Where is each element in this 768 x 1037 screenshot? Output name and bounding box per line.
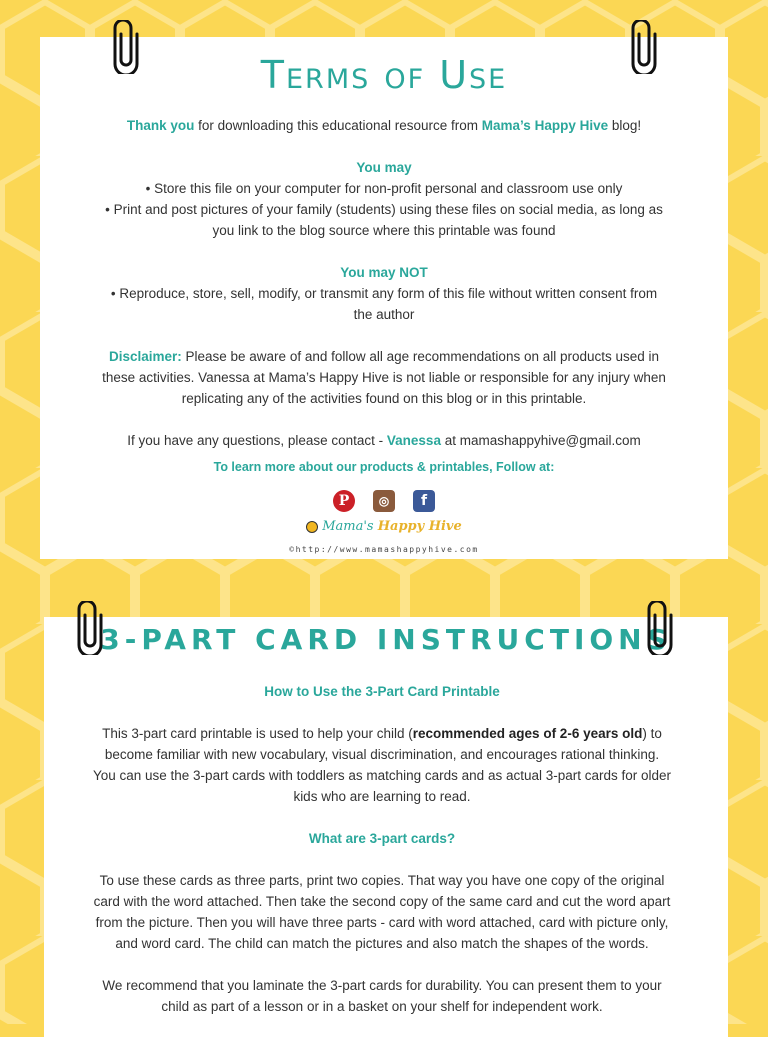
- instructions-paragraph-2: To use these cards as three parts, print two copies. That way you have one copy of the original card with the word attached. Then take the second copy of the same card and cut the word apart from the picture. Then you will have three parts - card with word attached, card with picture only, and word card. The child can match the pictures and also match the shapes of the words.: [93, 873, 671, 951]
- bee-icon: [306, 521, 318, 533]
- you-may-heading: You may: [356, 160, 412, 175]
- instructions-body: [92, 681, 672, 1017]
- disclaimer-text: Please be aware of and follow all age recommendations on all products used in these activities. Vanessa at Mama’s Happy Hive is not liable or responsible for any injury when replicating any of the activities found on this blog or in this printable.: [102, 349, 666, 406]
- intro-mid-text: for downloading this educational resource from: [194, 118, 482, 133]
- you-may-item: • Store this file on your computer for non-profit personal and classroom use only: [145, 181, 623, 196]
- logo-part-mama: Mama: [322, 519, 364, 534]
- terms-of-use-card: [40, 37, 728, 559]
- website-url[interactable]: ©http://www.mamashappyhive.com: [289, 545, 479, 554]
- logo-text: [322, 516, 462, 537]
- thank-you-text: Thank you: [126, 118, 195, 133]
- p1-end: ) to become familiar with new vocabulary, visual discrimination, and encourages rational thinking. You can use the 3-part cards with toddlers as matching cards and as actual 3-part cards for older kids who are learning to read.: [92, 726, 672, 804]
- instructions-paragraph-3: We recommend that you laminate the 3-part cards for durability. You can present them to your child as part of a lesson or in a basket on your shelf for independent work.: [102, 978, 662, 1014]
- paperclip-icon: [112, 20, 140, 74]
- you-may-item: • Print and post pictures of your family (students) using these files on social media, as long as you link to the blog source where this printable was found: [105, 202, 663, 238]
- social-links: [100, 490, 668, 512]
- what-are-heading: What are 3-part cards?: [308, 831, 456, 846]
- p1-ages: recommended ages of 2-6 years old: [412, 726, 643, 741]
- terms-title: Terms of Use: [260, 53, 508, 97]
- logo-part-s: 's: [363, 519, 378, 534]
- contact-pre: If you have any questions, please contact -: [127, 433, 387, 448]
- instructions-title: 3-PART CARD INSTRUCTIONS: [100, 623, 672, 656]
- you-may-not-heading: You may NOT: [340, 265, 428, 280]
- paperclip-icon: [630, 20, 658, 74]
- p1-start: This 3-part card printable is used to help your child (: [102, 726, 413, 741]
- pinterest-icon[interactable]: P: [333, 490, 355, 512]
- contact-name: Vanessa: [386, 433, 441, 448]
- follow-text: To learn more about our products & printables, Follow at:: [213, 460, 555, 474]
- disclaimer: [100, 346, 668, 409]
- terms-body: [100, 115, 668, 560]
- instagram-icon[interactable]: ◎: [373, 490, 395, 512]
- you-may-not-item: • Reproduce, store, sell, modify, or transmit any form of this file without written consent from the author: [110, 286, 658, 322]
- paperclip-icon: [76, 601, 104, 655]
- contact-email[interactable]: at mamashappyhive@gmail.com: [440, 433, 641, 448]
- blog-name-link[interactable]: Mama’s Happy Hive: [481, 118, 609, 133]
- disclaimer-label: Disclaimer:: [108, 349, 182, 364]
- brand-logo[interactable]: [100, 516, 668, 537]
- paperclip-icon: [646, 601, 674, 655]
- instructions-paragraph-1: [92, 723, 672, 807]
- how-to-heading: How to Use the 3-Part Card Printable: [264, 684, 500, 699]
- instructions-card: [44, 617, 728, 1037]
- intro-end-text: blog!: [608, 118, 642, 133]
- contact-line: [100, 430, 668, 451]
- logo-part-happy-hive: Happy Hive: [377, 519, 462, 534]
- intro-line: [100, 115, 668, 136]
- facebook-icon[interactable]: f: [413, 490, 435, 512]
